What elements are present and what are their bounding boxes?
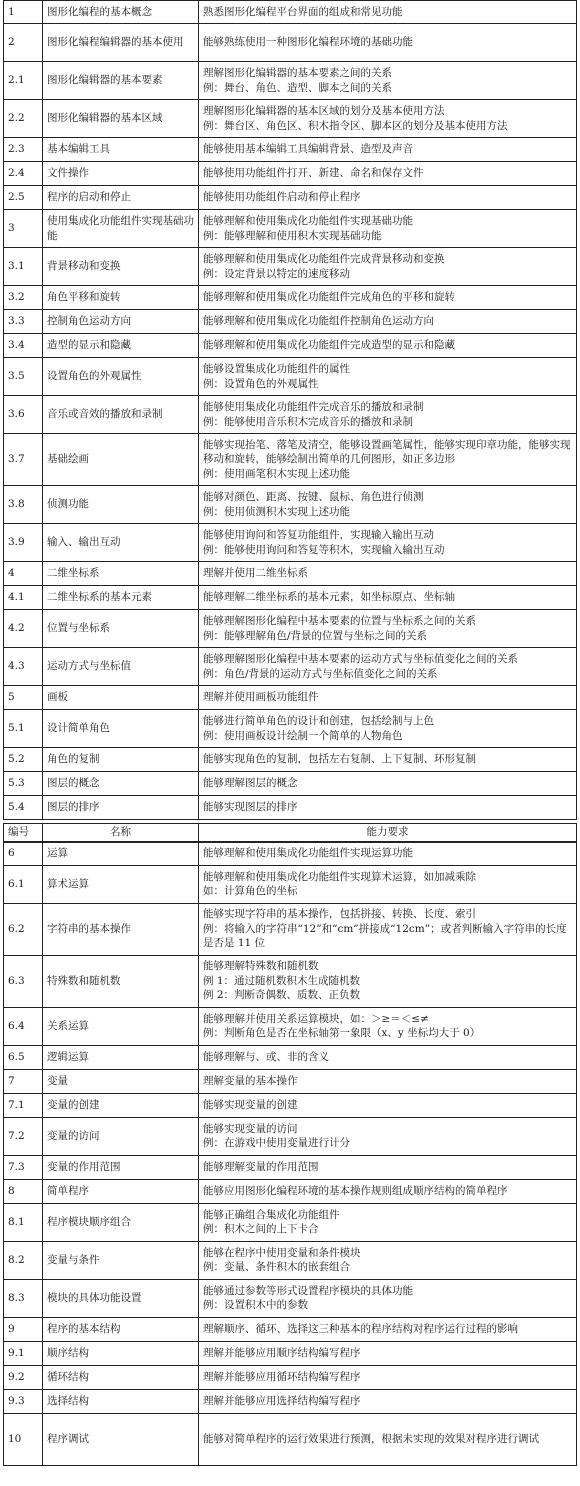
- cell-requirement: 能够理解和使用集成化功能组件实现基础功能 例：能够理解和使用积木实现基础功能: [203, 215, 413, 242]
- header-requirement: 能力要求: [366, 826, 409, 838]
- cell-name: 简单程序: [43, 1180, 199, 1203]
- cell-requirement: 能够通过参数等形式设置程序模块的具体功能 例：设置积木中的参数: [203, 1284, 413, 1311]
- cell-id: 6.2: [4, 904, 43, 955]
- cell-name: 顺序结构: [43, 1342, 199, 1365]
- cell-requirement: 能够使用功能组件打开、新建、命名和保存文件: [203, 167, 424, 180]
- cell-requirement: 能够理解二维坐标系的基本元素，如坐标原点、坐标轴: [203, 591, 455, 604]
- cell-name: 图层的概念: [43, 772, 199, 795]
- cell-id: 3.5: [4, 358, 43, 395]
- cell-id: 5.2: [4, 748, 43, 771]
- cell-name: 字符串的基本操作: [43, 904, 199, 955]
- cell-requirement: 理解变量的基本操作: [203, 1074, 298, 1087]
- cell-requirement: 能够对颜色、距离、按键、鼠标、角色进行侦测 例：使用侦测积木实现上述功能: [203, 491, 424, 518]
- cell-requirement: 理解图形化编辑器的基本区域的划分及基本使用方法 例：舞台区、角色区、积木指令区、脚本区的划分及基本使用方法: [203, 105, 508, 132]
- table-row: [3, 524, 577, 562]
- cell-requirement: 能够实现抬笔、落笔及清空，能够设置画笔属性，能够实现印章功能，能够实现移动和旋转，能够绘制出简单的几何图形，如正多边形 例：使用画笔积木实现上述功能: [203, 438, 571, 480]
- table-row: [3, 686, 577, 710]
- cell-requirement: 能够进行简单角色的设计和创建，包括绘制与上色 例：使用画板设计绘制一个简单的人物角色: [203, 715, 434, 742]
- header-id: 编号: [4, 824, 43, 841]
- cell-requirement: 理解并能够应用顺序结构编写程序: [203, 1346, 361, 1359]
- cell-requirement: 能够使用集成化功能组件完成音乐的播放和录制 例：能够使用音乐积木完成音乐的播放和录制: [203, 401, 424, 428]
- table-row: [3, 904, 577, 956]
- cell-name: 关系运算: [43, 1008, 199, 1045]
- cell-id: 3.6: [4, 396, 43, 433]
- cell-id: 8.2: [4, 1242, 43, 1279]
- cell-name: 使用集成化功能组件实现基础功能: [43, 210, 199, 247]
- cell-name: 运算: [43, 843, 199, 865]
- cell-id: 6.3: [4, 956, 43, 1007]
- cell-id: 5.4: [4, 796, 43, 819]
- table-row: [3, 286, 577, 310]
- cell-id: 4.1: [4, 586, 43, 609]
- cell-requirement: 能够对简单程序的运行效果进行预测，根据未实现的效果对程序进行调试: [203, 1432, 539, 1445]
- cell-id: 6: [4, 843, 43, 865]
- cell-name: 循环结构: [43, 1366, 199, 1389]
- cell-id: 2.5: [4, 186, 43, 209]
- cell-name: 运动方式与坐标值: [43, 648, 199, 685]
- cell-requirement: 能够正确组合集成化功能组件 例：积木之间的上下卡合: [203, 1208, 340, 1235]
- cell-id: 7.2: [4, 1118, 43, 1155]
- cell-id: 3: [4, 210, 43, 247]
- cell-id: 9.2: [4, 1366, 43, 1389]
- table-row: [3, 586, 577, 610]
- cell-id: 4: [4, 562, 43, 585]
- cell-id: 9: [4, 1318, 43, 1341]
- cell-name: 控制角色运动方向: [43, 310, 199, 333]
- table-row: [3, 24, 577, 62]
- table-row: [3, 1156, 577, 1180]
- cell-name: 角色的复制: [43, 748, 199, 771]
- table-row: [3, 62, 577, 100]
- cell-id: 10: [4, 1414, 43, 1465]
- table-row: [3, 562, 577, 586]
- cell-name: 造型的显示和隐藏: [43, 334, 199, 357]
- cell-name: 音乐或音效的播放和录制: [43, 396, 199, 433]
- table-row: [3, 772, 577, 796]
- cell-requirement: 熟悉图形化编程平台界面的组成和常见功能: [203, 5, 403, 18]
- cell-name: 变量与条件: [43, 1242, 199, 1279]
- table-row: [3, 210, 577, 248]
- cell-requirement: 能够理解和使用集成化功能组件实现运算功能: [203, 847, 413, 860]
- table-row: [3, 956, 577, 1008]
- cell-id: 8: [4, 1180, 43, 1203]
- cell-id: 2: [4, 24, 43, 61]
- cell-name: 程序的启动和停止: [43, 186, 199, 209]
- table-row: [3, 1414, 577, 1466]
- cell-name: 文件操作: [43, 162, 199, 185]
- table-row: [3, 1318, 577, 1342]
- cell-id: 6.5: [4, 1046, 43, 1069]
- cell-requirement: 能够理解和使用集成化功能组件完成造型的显示和隐藏: [203, 339, 455, 352]
- table-row: [3, 186, 577, 210]
- table-row: [3, 310, 577, 334]
- table-row: [3, 1008, 577, 1046]
- table-row: [3, 710, 577, 748]
- cell-requirement: 理解图形化编辑器的基本要素之间的关系 例：舞台、角色、造型、脚本之间的关系: [203, 67, 392, 94]
- cell-id: 5.3: [4, 772, 43, 795]
- cell-id: 2.4: [4, 162, 43, 185]
- cell-name: 基本编辑工具: [43, 138, 199, 161]
- cell-name: 输入、输出互动: [43, 524, 199, 561]
- table-row: [3, 866, 577, 904]
- table-row: [3, 1046, 577, 1070]
- cell-id: 3.4: [4, 334, 43, 357]
- table-row: [3, 842, 577, 866]
- cell-id: 3.8: [4, 486, 43, 523]
- table-row: [3, 1280, 577, 1318]
- header-name: 名称: [43, 824, 199, 841]
- cell-name: 背景移动和变换: [43, 248, 199, 285]
- cell-name: 逻辑运算: [43, 1046, 199, 1069]
- cell-name: 图形化编辑器的基本要素: [43, 62, 199, 99]
- cell-requirement: 能够实现变量的创建: [203, 1098, 298, 1111]
- table-row: [3, 748, 577, 772]
- cell-id: 3.2: [4, 286, 43, 309]
- cell-requirement: 能够使用询问和答复功能组件，实现输入输出互动 例：能够使用询问和答复等积木，实现输入输出互动: [203, 529, 445, 556]
- cell-requirement: 能够应用图形化编程环境的基本操作规则组成顺序结构的简单程序: [203, 1184, 508, 1197]
- cell-name: 图形化编辑器的基本区域: [43, 100, 199, 137]
- cell-name: 程序模块顺序组合: [43, 1204, 199, 1241]
- cell-id: 2.2: [4, 100, 43, 137]
- table-row: [3, 334, 577, 358]
- cell-requirement: 理解并使用二维坐标系: [203, 567, 308, 580]
- cell-id: 6.4: [4, 1008, 43, 1045]
- cell-requirement: 理解并能够应用循环结构编写程序: [203, 1370, 361, 1383]
- cell-name: 变量的创建: [43, 1094, 199, 1117]
- cell-name: 变量的作用范围: [43, 1156, 199, 1179]
- cell-name: 程序的基本结构: [43, 1318, 199, 1341]
- cell-name: 画板: [43, 686, 199, 709]
- cell-requirement: 理解并能够应用选择结构编写程序: [203, 1394, 361, 1407]
- table-row: [3, 610, 577, 648]
- cell-name: 二维坐标系的基本元素: [43, 586, 199, 609]
- cell-requirement: 能够实现字符串的基本操作，包括拼接、转换、长度、索引 例：将输入的字符串“12”和“cm”拼接成“12cm”；或者判断输入字符串的长度是否是 11 位: [203, 908, 567, 950]
- cell-id: 1: [4, 1, 43, 23]
- cell-id: 6.1: [4, 866, 43, 903]
- cell-name: 图形化编程的基本概念: [43, 1, 199, 23]
- cell-requirement: 能够理解和使用集成化功能组件完成角色的平移和旋转: [203, 291, 455, 304]
- cell-name: 模块的具体功能设置: [43, 1280, 199, 1317]
- table-row: [3, 1180, 577, 1204]
- table-header-row: [3, 824, 577, 842]
- cell-id: 4.2: [4, 610, 43, 647]
- cell-id: 3.1: [4, 248, 43, 285]
- cell-requirement: 能够理解并使用关系运算模块，如：＞≥＝＜≤≠ 例：判断角色是否在坐标轴第一象限（x、y 坐标均大于 0）: [203, 1012, 481, 1039]
- table-row: [3, 162, 577, 186]
- cell-name: 基础绘画: [43, 434, 199, 485]
- cell-name: 位置与坐标系: [43, 610, 199, 647]
- cell-id: 3.9: [4, 524, 43, 561]
- table-row: [3, 1070, 577, 1094]
- cell-requirement: 理解并使用画板功能组件: [203, 691, 319, 704]
- cell-id: 2.1: [4, 62, 43, 99]
- cell-requirement: 能够理解和使用集成化功能组件完成背景移动和变换 例：设定背景以特定的速度移动: [203, 253, 445, 280]
- table-row: [3, 1342, 577, 1366]
- cell-name: 设置角色的外观属性: [43, 358, 199, 395]
- table-row: [3, 1366, 577, 1390]
- table-section-1: [3, 0, 577, 820]
- cell-requirement: 能够理解与、或、非的含义: [203, 1050, 329, 1063]
- table-row: [3, 100, 577, 138]
- cell-requirement: 能够熟练使用一种图形化编程环境的基础功能: [203, 36, 413, 49]
- cell-name: 变量的访问: [43, 1118, 199, 1155]
- table-section-2: [3, 842, 577, 1466]
- cell-requirement: 能够理解特殊数和随机数 例 1：通过随机数积木生成随机数 例 2：判断奇偶数、质数、正负数: [203, 960, 361, 1002]
- cell-requirement: 能够理解和使用集成化功能组件实现算术运算，如加减乘除 如：计算角色的坐标: [203, 870, 476, 897]
- table-row: [3, 0, 577, 24]
- table-row: [3, 396, 577, 434]
- cell-id: 8.1: [4, 1204, 43, 1241]
- cell-requirement: 能够理解图形化编程中基本要素的运动方式与坐标值变化之间的关系 例：角色/背景的运动方式与坐标值变化之间的关系: [203, 653, 518, 680]
- cell-requirement: 能够理解变量的作用范围: [203, 1160, 319, 1173]
- cell-name: 设计简单角色: [43, 710, 199, 747]
- cell-name: 角色平移和旋转: [43, 286, 199, 309]
- cell-name: 特殊数和随机数: [43, 956, 199, 1007]
- cell-id: 9.3: [4, 1390, 43, 1413]
- cell-id: 4.3: [4, 648, 43, 685]
- cell-name: 二维坐标系: [43, 562, 199, 585]
- cell-name: 程序调试: [43, 1414, 199, 1465]
- table-row: [3, 1118, 577, 1156]
- cell-name: 算术运算: [43, 866, 199, 903]
- cell-id: 9.1: [4, 1342, 43, 1365]
- table-row: [3, 1390, 577, 1414]
- cell-requirement: 能够设置集成化功能组件的属性 例：设置角色的外观属性: [203, 363, 350, 390]
- table-row: [3, 1242, 577, 1280]
- cell-name: 侦测功能: [43, 486, 199, 523]
- cell-requirement: 能够理解图层的概念: [203, 777, 298, 790]
- cell-requirement: 能够使用基本编辑工具编辑背景、造型及声音: [203, 143, 413, 156]
- cell-requirement: 能够实现图层的排序: [203, 801, 298, 814]
- cell-id: 5.1: [4, 710, 43, 747]
- table-row: [3, 486, 577, 524]
- cell-name: 选择结构: [43, 1390, 199, 1413]
- cell-requirement: 能够在程序中使用变量和条件模块 例：变量、条件积木的嵌套组合: [203, 1246, 361, 1273]
- cell-id: 2.3: [4, 138, 43, 161]
- cell-name: 变量: [43, 1070, 199, 1093]
- cell-id: 7.3: [4, 1156, 43, 1179]
- table-row: [3, 138, 577, 162]
- cell-requirement: 能够使用功能组件启动和停止程序: [203, 191, 361, 204]
- requirements-table: [3, 0, 577, 1466]
- table-row: [3, 1094, 577, 1118]
- table-row: [3, 434, 577, 486]
- table-row: [3, 1204, 577, 1242]
- cell-requirement: 理解顺序、循环、选择这三种基本的程序结构对程序运行过程的影响: [203, 1322, 518, 1335]
- table-row: [3, 358, 577, 396]
- cell-name: 图形化编程编辑器的基本使用: [43, 24, 199, 61]
- table-row: [3, 248, 577, 286]
- cell-requirement: 能够理解和使用集成化功能组件控制角色运动方向: [203, 315, 434, 328]
- cell-id: 3.7: [4, 434, 43, 485]
- cell-requirement: 能够理解图形化编程中基本要素的位置与坐标系之间的关系 例：能够理解角色/背景的位置与坐标之间的关系: [203, 615, 476, 642]
- cell-id: 7: [4, 1070, 43, 1093]
- cell-id: 5: [4, 686, 43, 709]
- table-row: [3, 796, 577, 820]
- table-row: [3, 648, 577, 686]
- cell-requirement: 能够实现变量的访问 例：在游戏中使用变量进行计分: [203, 1122, 350, 1149]
- cell-requirement: 能够实现角色的复制，包括左右复制、上下复制、环形复制: [203, 753, 476, 766]
- cell-id: 3.3: [4, 310, 43, 333]
- cell-name: 图层的排序: [43, 796, 199, 819]
- cell-id: 7.1: [4, 1094, 43, 1117]
- cell-id: 8.3: [4, 1280, 43, 1317]
